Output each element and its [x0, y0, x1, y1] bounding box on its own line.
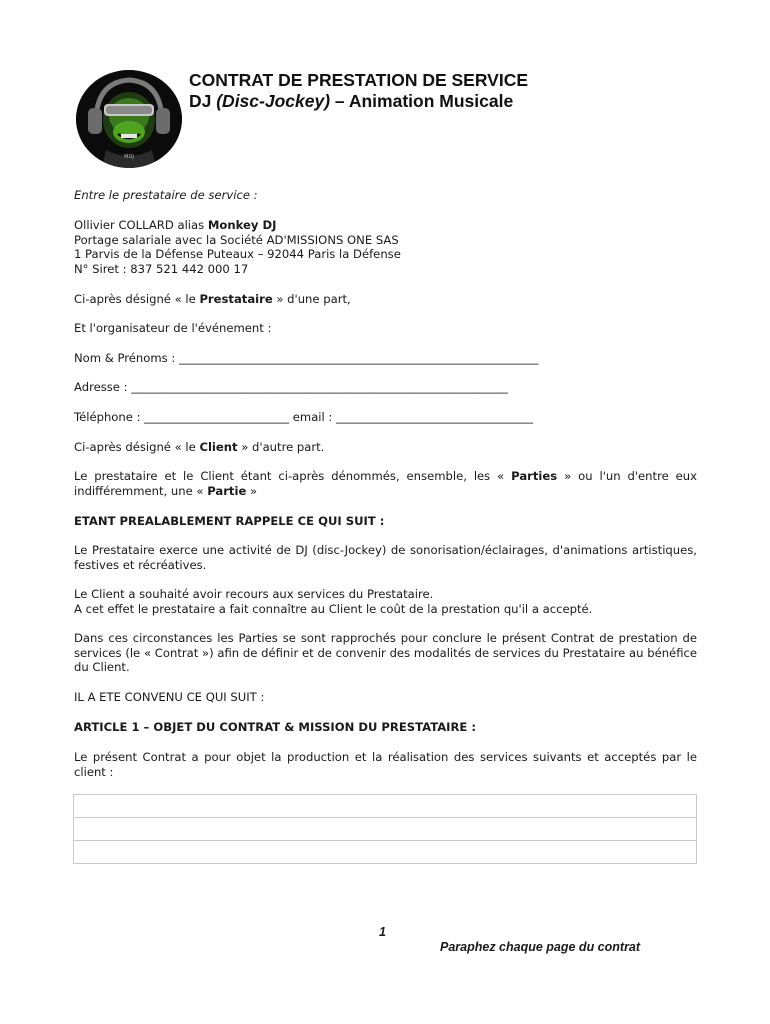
monkey-headphones-icon: [76, 70, 182, 168]
preamble-heading: ETANT PREALABLEMENT RAPPELE CE QUI SUIT :: [74, 514, 385, 528]
provider-designation: Ci-après désigné « le Prestataire » d'une part,: [74, 292, 351, 306]
client-phone-email-field[interactable]: Téléphone : _________________________ email : __________________________________: [74, 410, 534, 424]
table-cell[interactable]: [74, 795, 697, 818]
preamble-paragraph-2-line-1: Le Client a souhaité avoir recours aux services du Prestataire.: [74, 587, 434, 601]
provider-name: Ollivier COLLARD alias Monkey DJ: [74, 218, 277, 232]
table-cell[interactable]: [74, 818, 697, 841]
provider-siret: N° Siret : 837 521 442 000 17: [74, 262, 249, 276]
preamble-paragraph-3: Dans ces circonstances les Parties se sont rapprochés pour conclure le présent Contrat de prestation de services (le « Contrat ») afin de définir et de convenir des modalités de services du Prestataire au bénéfice du Client.: [74, 631, 697, 675]
client-intro: Et l'organisateur de l'événement :: [74, 321, 272, 335]
preamble-paragraph-1: Le Prestataire exerce une activité de DJ (disc-Jockey) de sonorisation/éclairages, d'animations artistiques, festives et récréatives.: [74, 543, 697, 572]
table-row: [74, 795, 697, 818]
monkey-dj-logo: [76, 70, 182, 168]
svg-text:MDJ: MDJ: [124, 154, 134, 160]
agreement-statement: IL A ETE CONVENU CE QUI SUIT :: [74, 690, 265, 704]
contract-title: CONTRAT DE PRESTATION DE SERVICE: [189, 70, 529, 90]
article-1-text: Le présent Contrat a pour objet la production et la réalisation des services suivants et acceptés par le client :: [74, 750, 697, 779]
article-1-heading: ARTICLE 1 – OBJET DU CONTRAT & MISSION DU PRESTATAIRE :: [74, 720, 477, 734]
table-row: [74, 818, 697, 841]
provider-address: 1 Parvis de la Défense Puteaux – 92044 Paris la Défense: [74, 247, 401, 261]
table-cell[interactable]: [74, 841, 697, 864]
client-name-field[interactable]: Nom & Prénoms : ______________________________________________________________: [74, 351, 539, 365]
services-table: [73, 794, 697, 864]
client-address-field[interactable]: Adresse : _________________________________________________________________: [74, 380, 509, 394]
parties-definition: Le prestataire et le Client étant ci-après dénommés, ensemble, les « Parties » ou l'un d'entre eux indifféremment, une « Partie »: [74, 469, 697, 498]
provider-intro: Entre le prestataire de service :: [74, 188, 258, 202]
contract-subtitle: DJ (Disc-Jockey) – Animation Musicale: [189, 91, 514, 111]
initial-pages-note: Paraphez chaque page du contrat: [440, 940, 641, 954]
provider-company: Portage salariale avec la Société AD'MISSIONS ONE SAS: [74, 233, 399, 247]
page-number: 1: [379, 925, 386, 939]
preamble-paragraph-2-line-2: A cet effet le prestataire a fait connaître au Client le coût de la prestation qu'il a accepté.: [74, 602, 593, 616]
table-row: [74, 841, 697, 864]
client-designation: Ci-après désigné « le Client » d'autre part.: [74, 440, 325, 454]
